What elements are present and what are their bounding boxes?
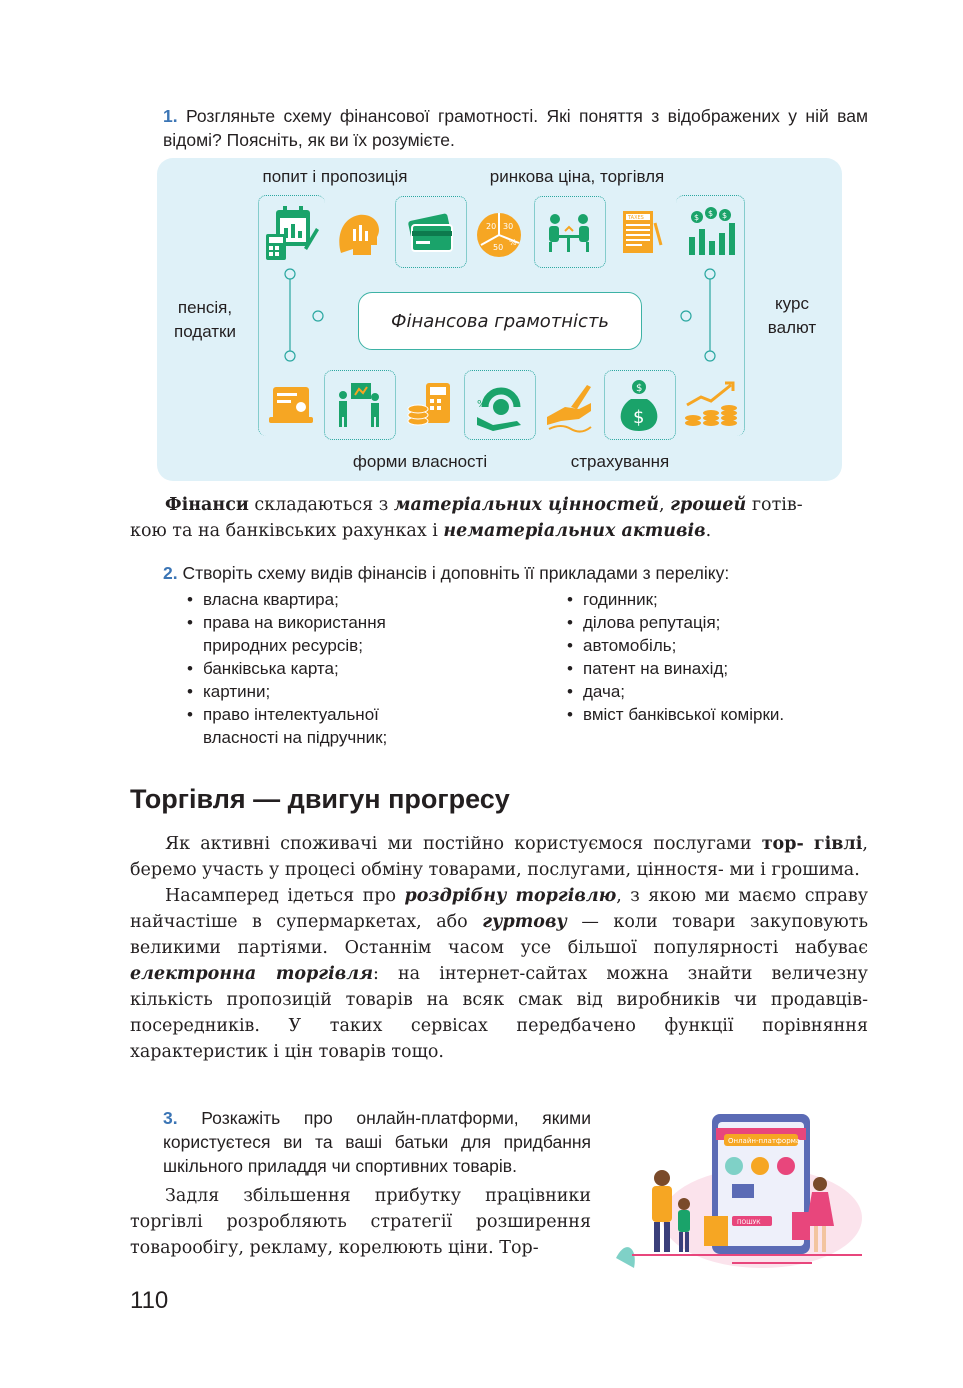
list-item: • ділова репутація; (563, 611, 843, 634)
center-box (358, 292, 642, 350)
text: , беремо участь у процесі обміну товарами, послугами, цінностя- (130, 834, 868, 880)
finance-paragraph (130, 492, 868, 544)
term-e-commerce: електронна торгівля (130, 964, 373, 984)
term-money: грошей (670, 495, 747, 515)
list-item: • годинник; (563, 588, 843, 611)
coins-growth-icon (678, 372, 744, 438)
paragraph-1 (130, 831, 868, 883)
task-text: Розгляньте схему фінансової грамотності. Які поняття з відображених у ній вам відомі? Поясніть, як ви їх розумієте. (163, 106, 868, 150)
percent-pie-icon (466, 200, 532, 266)
label-pension: пенсія, (177, 298, 233, 317)
text: — коли товари закуповують великими партіями. Останнім часом усе більшої популярності набуває (130, 912, 868, 958)
svg-text:$: $ (694, 213, 700, 222)
connector-right (700, 266, 720, 366)
label-currency-rate (752, 292, 832, 340)
search-button-text: ПОШУК (737, 1219, 761, 1226)
text: кою та на банківських рахунках і (130, 521, 444, 541)
svg-text:$: $ (708, 209, 714, 218)
svg-text:$: $ (722, 211, 728, 220)
task-2 (163, 561, 868, 585)
task-number: 1. (163, 106, 178, 126)
list-item: • дача; (563, 680, 843, 703)
list-item: • права на використання природних ресурсів; (183, 611, 433, 657)
examples-list-left (183, 588, 433, 749)
small-circle-icon (310, 308, 326, 324)
presentation-people-icon (326, 372, 392, 438)
paragraph-2 (130, 883, 868, 1065)
taxes-text: TAXES (628, 215, 644, 221)
page-number: 110 (130, 1287, 169, 1314)
task-1 (163, 104, 868, 152)
label-rate: валют (767, 318, 817, 337)
list-item: • патент на винахід; (563, 657, 843, 680)
small-circle-icon (678, 308, 694, 324)
task-number: 2. (163, 563, 178, 583)
svg-text:$: $ (636, 383, 643, 394)
pie-label: 20 (486, 222, 497, 231)
text: . (705, 521, 712, 541)
label-currency: курс (775, 294, 809, 313)
task-number: 3. (163, 1108, 178, 1128)
pension-document-icon (258, 372, 324, 438)
term-wholesale: гуртову (482, 912, 567, 932)
task-3 (163, 1106, 591, 1178)
paragraph-3 (130, 1183, 591, 1261)
label-ownership-forms: форми власності (352, 452, 488, 471)
text: готів- (746, 495, 803, 515)
meeting-table-icon (536, 200, 602, 266)
list-item: • право інтелектуальної власності на підручник; (183, 703, 433, 749)
term-retail: роздрібну торгівлю (404, 886, 617, 906)
text: , (659, 495, 671, 515)
text: складаються з (248, 495, 394, 515)
task-text: Створіть схему видів фінансів і доповніть її прикладами з переліку: (182, 563, 730, 583)
money-bag-icon (606, 372, 672, 438)
label-taxes: податки (173, 322, 236, 341)
task-text: Розкажіть про онлайн-платформи, якими користуєтеся ви та ваші батьки для придбання шкільного приладдя чи спортивних товарів. (163, 1108, 591, 1176)
term-trade: тор- (761, 834, 804, 854)
label-supply-demand: попит і пропозиція (262, 167, 408, 186)
term-material-values: матеріальних цінностей (393, 495, 660, 515)
svg-text:%: % (477, 399, 487, 410)
connector-left (280, 266, 300, 366)
coins-calculator-icon (397, 372, 463, 438)
svg-text:$: $ (633, 407, 645, 428)
dollar-growth-chart-icon (678, 200, 744, 266)
text: Як активні споживачі ми постійно користуємося послугами (165, 834, 762, 854)
pie-label: % (509, 238, 517, 247)
term-intangible-assets: нематеріальних активів (443, 521, 706, 541)
section-heading: Торгівля — двигун прогресу (130, 784, 510, 814)
list-item: • картини; (183, 680, 433, 703)
pie-label: 50 (493, 243, 504, 252)
calendar-calculator-icon (258, 200, 324, 266)
text: , з якою ми маємо справу найчастіше в супермаркетах, або (130, 886, 868, 932)
term-trade: гівлі (813, 834, 863, 854)
platform-sign: Онлайн-платформа (728, 1137, 801, 1145)
text: ми і грошима. (729, 860, 860, 880)
examples-list-right (563, 588, 843, 726)
label-insurance: страхування (570, 452, 670, 471)
list-item: • банківська карта; (183, 657, 433, 680)
taxes-form-icon (606, 200, 672, 266)
list-item: • автомобіль; (563, 634, 843, 657)
pie-label: 30 (503, 222, 514, 231)
label-market-price: ринкова ціна, торгівля (489, 167, 665, 186)
term-finance: Фінанси (165, 495, 249, 515)
label-pension-taxes (160, 296, 250, 344)
trade-paragraphs (130, 831, 868, 1065)
text: Насамперед ідеться про (165, 886, 405, 906)
hand-signing-icon (536, 372, 602, 438)
text: Задля збільшення прибутку працівники торгівлі розробляють стратегії розширення товарообігу, рекламу, корелюють ціни. Тор- (130, 1186, 591, 1258)
online-shopping-illustration (612, 1108, 868, 1272)
text: : на інтернет-сайтах можна знайти величезну кількість пропозицій товарів на всяк смак від виробників чи продавців-посередників. У таких сервісах передбачено функції порівняння характеристик і цін товарів тощо. (130, 964, 868, 1062)
head-chart-icon (326, 200, 392, 266)
list-item: • вміст банківської комірки. (563, 703, 843, 726)
list-item: • власна квартира; (183, 588, 433, 611)
credit-cards-icon (397, 200, 463, 266)
center-title: Фінансова грамотність (390, 310, 610, 332)
hand-gauge-icon (466, 372, 532, 438)
